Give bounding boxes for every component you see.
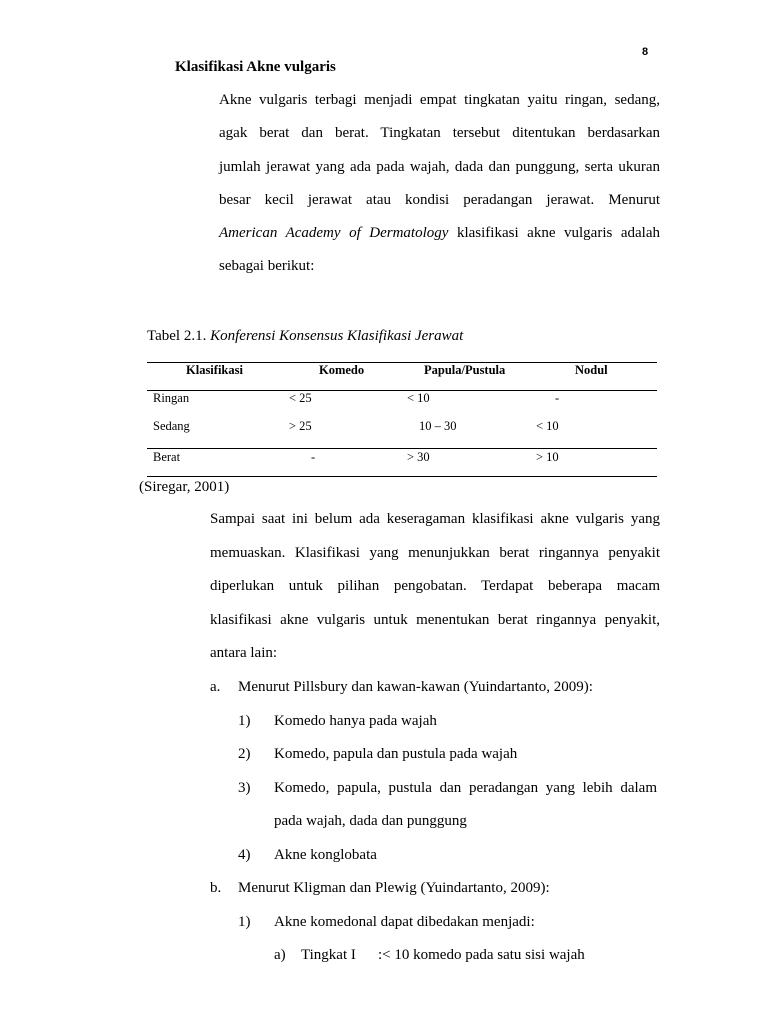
paragraph-line xyxy=(219,217,660,250)
table-cell: - xyxy=(311,450,316,464)
paragraph-line: klasifikasi akne vulgaris untuk menentukan berat ringannya penyakit, xyxy=(210,611,660,628)
sublist-item-continuation xyxy=(0,805,768,839)
table-cell: < 10 xyxy=(407,391,430,405)
list-item-text: Komedo, papula dan pustula pada wajah xyxy=(274,746,518,762)
table-source: (Siregar, 2001) xyxy=(139,479,230,495)
table-caption-label: Tabel 2.1. xyxy=(147,328,207,344)
section-heading: Klasifikasi Akne vulgaris xyxy=(175,59,336,75)
intro-paragraph xyxy=(219,84,660,284)
paragraph-line: Akne vulgaris terbagi menjadi empat tingkatan yaitu ringan, sedang, xyxy=(219,92,660,108)
table-header-cell: Komedo xyxy=(319,363,365,377)
list-marker: b. xyxy=(210,880,222,896)
paragraph-line: sebagai berikut: xyxy=(219,258,315,275)
table-cell: 10 – 30 xyxy=(419,419,457,433)
list-item-text: Menurut Pillsbury dan kawan-kawan (Yuindartanto, 2009): xyxy=(238,679,593,695)
paragraph-line-rest: klasifikasi akne vulgaris adalah xyxy=(456,225,660,242)
paragraph-line: jumlah jerawat yang ada pada wajah, dada dan punggung, serta ukuran xyxy=(219,158,660,175)
table-cell: > 25 xyxy=(289,419,312,433)
table-cell: < 10 xyxy=(536,419,559,433)
list-marker: a. xyxy=(210,679,221,695)
grade-definition: :< 10 komedo pada satu sisi wajah xyxy=(378,947,585,963)
list-marker: 1) xyxy=(238,913,251,930)
list-marker: 3) xyxy=(238,779,251,796)
table-row xyxy=(0,449,768,465)
paragraph-line: memuaskan. Klasifikasi yang menunjukkan berat ringannya penyakit xyxy=(210,544,660,561)
table-header-cell: Papula/Pustula xyxy=(424,363,506,377)
list-marker: a) xyxy=(274,947,286,963)
institution-name: American Academy of Dermatology xyxy=(219,225,449,242)
table-header-cell: Klasifikasi xyxy=(186,363,243,377)
paragraph-line: besar kecil jerawat atau kondisi peradangan jerawat. Menurut xyxy=(219,191,660,208)
table-header-cell: Nodul xyxy=(575,363,608,377)
table-row xyxy=(0,418,768,434)
list-marker: 2) xyxy=(238,746,251,762)
grade-term: Tingkat I xyxy=(301,947,356,963)
list-item-text: Komedo hanya pada wajah xyxy=(274,712,437,729)
table-cell: < 25 xyxy=(289,391,312,405)
nested-sublist-item xyxy=(0,939,768,973)
classification-list xyxy=(0,671,768,973)
body-paragraph xyxy=(210,503,660,671)
table-caption xyxy=(147,326,463,346)
list-marker: 4) xyxy=(238,846,251,863)
table-header-row xyxy=(0,362,768,378)
table-cell: Ringan xyxy=(153,391,190,405)
sublist-item xyxy=(0,772,768,806)
table-cell: Sedang xyxy=(153,419,190,433)
sublist-item xyxy=(0,839,768,873)
list-item xyxy=(0,872,768,906)
list-item-text: Komedo, papula, pustula dan peradangan yang lebih dalam xyxy=(274,779,657,796)
list-item xyxy=(0,671,768,705)
table-caption-title: Konferensi Konsensus Klasifikasi Jerawat xyxy=(210,328,464,344)
table-cell: > 30 xyxy=(407,450,430,464)
list-item-text: Akne konglobata xyxy=(274,846,377,863)
paragraph-line: antara lain: xyxy=(210,645,278,661)
table-row xyxy=(0,390,768,406)
sublist-item xyxy=(0,738,768,772)
sublist-item xyxy=(0,705,768,739)
page-number: 8 xyxy=(642,46,649,58)
paragraph-line: agak berat dan berat. Tingkatan tersebut ditentukan berdasarkan xyxy=(219,125,660,142)
list-item-text: Akne komedonal dapat dibedakan menjadi: xyxy=(274,913,535,930)
paragraph-line: Sampai saat ini belum ada keseragaman klasifikasi akne vulgaris yang xyxy=(210,511,660,527)
table-cell: - xyxy=(555,391,560,405)
sublist-item xyxy=(0,906,768,940)
table-cell: > 10 xyxy=(536,450,559,464)
list-marker: 1) xyxy=(238,712,251,729)
list-item-text: pada wajah, dada dan punggung xyxy=(274,813,467,829)
list-item-text: Menurut Kligman dan Plewig (Yuindartanto, 2009): xyxy=(238,880,550,896)
paragraph-line: diperlukan untuk pilihan pengobatan. Terdapat beberapa macam xyxy=(210,578,660,594)
table-cell: Berat xyxy=(153,450,181,464)
